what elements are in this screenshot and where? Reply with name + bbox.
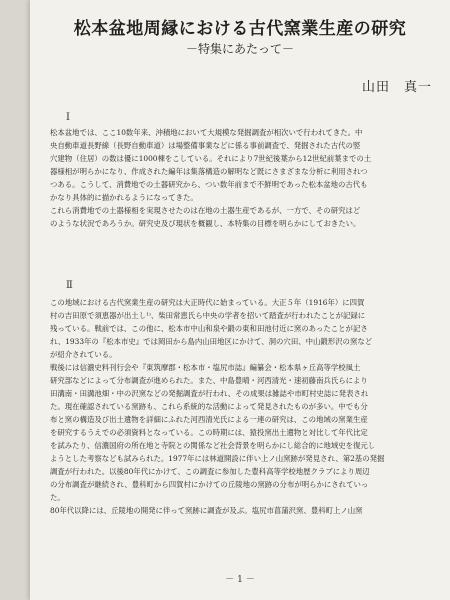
paragraph-line: 調査が行われた。以後80年代にかけて、この調査に参加した豊科高等学校地歴クラブにより周辺 [50, 467, 370, 476]
author-name: 山田 真一 [361, 80, 432, 95]
paragraph-line: を試みたり、信濃国府の所在地と寺院との関係など社会背景を明らかにし総合的に地域史を復元し [50, 441, 376, 450]
page-number: － 1 － [225, 575, 255, 585]
section-2-body [50, 296, 436, 517]
document-subtitle: －特集にあたって－ [185, 42, 294, 56]
paragraph-line: かなり具体的に描かれるようになってきた。 [50, 193, 198, 202]
paragraph-line: の分布調査が継続され、豊科町から四賀村にかけての丘陵地の窯跡の分布が明らかにされていっ [50, 480, 369, 489]
paragraph-line: 器様相が明らかになり、作成された編年は集落構造の解明など既にさまざまな分析に利用されつ [50, 167, 368, 176]
document-title: 松本盆地周縁における古代窯業生産の研究 [73, 19, 407, 39]
paragraph-line: ようとした考察なども試みられた。1977年には林道開設に伴い上ノ山窯跡が発見され、第2基の発掘 [50, 454, 385, 463]
paragraph-line: 残っている。戦前では、この他に、松本市中山和泉や鍛の東和田池付近に窯のあったことが記さ [50, 324, 368, 333]
section-heading-2: Ⅱ [66, 280, 73, 291]
section-1-body [50, 126, 436, 230]
section-heading-1: Ⅰ [66, 112, 70, 123]
paragraph-line: れ、1933年の『松本市史』では岡田から島内山田地区にかけて、洞の穴田、中山鍛形沢の窯など [50, 337, 373, 346]
paragraph-line: 穴建物（住居）の数は優に1000棟をこしている。それにより7世紀後葉から12世紀前葉までの土 [50, 154, 372, 163]
paragraph-line: これら消費地での土器様相を実現させたのは在地の土器生産であるが、一方で、その研究はど [50, 206, 361, 215]
paragraph-line: た。 [50, 493, 65, 502]
paragraph-line: 研究部などによって分布調査が進められた。また、中島豊晴・河西清光・速初藤南兵氏らにより [50, 376, 368, 385]
paragraph-line: 80年代以降には、丘陵地の開発に伴って窯跡に調査が及ぶ。塩尻市菖蒲沢窯、豊科町上ノ山窯 [50, 506, 363, 515]
paragraph-line: た。現在確認されている窯跡も、これら系統的な活動によって発見されたものが多い。中でも分 [50, 402, 368, 411]
paragraph-line: 布と窯の構造及び出土遺物を詳細にふれた河西清光氏による一連の研究は、この地域の窯業生産 [50, 415, 368, 424]
paragraph-line: 村の吉田原で須恵器が出土し¹⁾、柴田常恵氏ら中央の学者を招いて踏査が行われたことが記録に [50, 311, 366, 320]
paragraph-line: 戦後には信濃史料刊行会や『東筑摩郡・松本市・塩尻市誌』編纂会・松本県ヶ丘高等学校風土 [50, 363, 361, 372]
paragraph-line: を研究するうえでの必須資料となっている。この時期には、猿投窯出土遺物と対比して年代比定 [50, 428, 368, 437]
paragraph-line: が紹介されている。 [50, 350, 117, 359]
paragraph-line: 央自動車道長野線（長野自動車道）は場整備事業などに係る事前調査で、発掘された古代の竪 [50, 141, 361, 150]
paragraph-line: つある。こうして、消費地での土器研究から、つい数年前まで不鮮明であった松本盆地の古代も [50, 180, 368, 189]
document-page [30, 0, 450, 600]
paragraph-line: 田溝南・田溝池畑・中の沢窯などの発掘調査が行われ、その成果は雑誌や市町村史誌に発表され [50, 389, 369, 398]
paragraph-line: のような状況であろうか。研究史及び現状を概観し、本特集の目標を明らかにしておきたい。 [50, 219, 361, 228]
paragraph-line: この地域における古代窯業生産の研究は大正時代に始まっている。大正５年（1916年）に四賀 [50, 298, 365, 307]
paragraph-line: 松本盆地では、ここ10数年来、沖積地において大規模な発掘調査が相次いで行われてきた。中 [50, 128, 363, 137]
